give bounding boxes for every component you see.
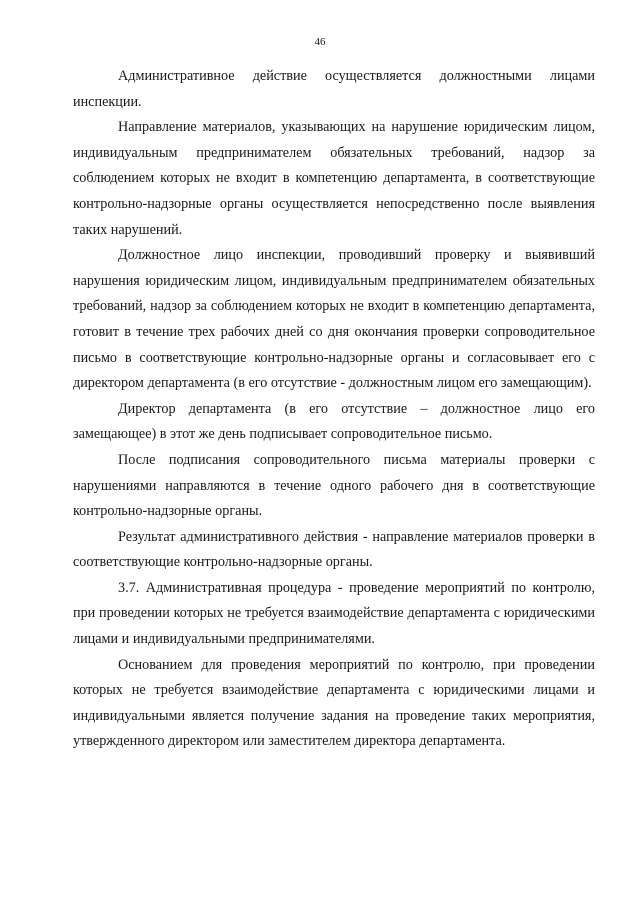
paragraph-administrative-action: Административное действие осуществляется должностными лицами инспекции. bbox=[73, 68, 595, 110]
document-body bbox=[73, 64, 595, 755]
paragraph-materials-direction: Направление материалов, указывающих на нарушение юридическим лицом, индивидуальным предпринимателем обязательных требований, надзор за соблюдением которых не входит в компетенцию департамента, в соответствующие контрольно-надзорные органы осуществляется непосредственно после выявления таких нарушений. bbox=[73, 119, 595, 238]
paragraph-basis-for-measures: Основанием для проведения мероприятий по контролю, при проведении которых не требуется взаимодействие департамента с юридическими лицами и индивидуальными является получение задания на проведение таких мероприятия, утвержденного директором или заместителем директора департамента. bbox=[73, 656, 595, 750]
paragraph-director-signing: Директор департамента (в его отсутствие – должностное лицо его замещающее) в этот же день подписывает сопроводительное письмо. bbox=[73, 400, 595, 443]
paragraph-after-signing: После подписания сопроводительного письма материалы проверки с нарушениями направляются в течение одного рабочего дня в соответствующие контрольно-надзорные органы. bbox=[73, 451, 595, 520]
paragraph-action-result: Результат административного действия - направление материалов проверки в соответствующие контрольно-надзорные органы. bbox=[73, 528, 595, 571]
paragraph-inspector-duties: Должностное лицо инспекции, проводивший проверку и выявивший нарушения юридическим лицом, индивидуальным предпринимателем обязательных требований, надзор за соблюдением которых не входит в компетенцию департамента, готовит в течение трех рабочих дней со дня окончания проверки сопроводительное письмо в соответствующие контрольно-надзорные органы и согласовывает его с директором департамента (в его отсутствие - должностным лицом его замещающим). bbox=[73, 247, 595, 392]
paragraph-procedure-3-7: 3.7. Административная процедура - проведение мероприятий по контролю, при проведении которых не требуется взаимодействие департамента с юридическими лицами и индивидуальными предпринимателями. bbox=[73, 579, 595, 648]
page-number: 46 bbox=[314, 36, 326, 48]
